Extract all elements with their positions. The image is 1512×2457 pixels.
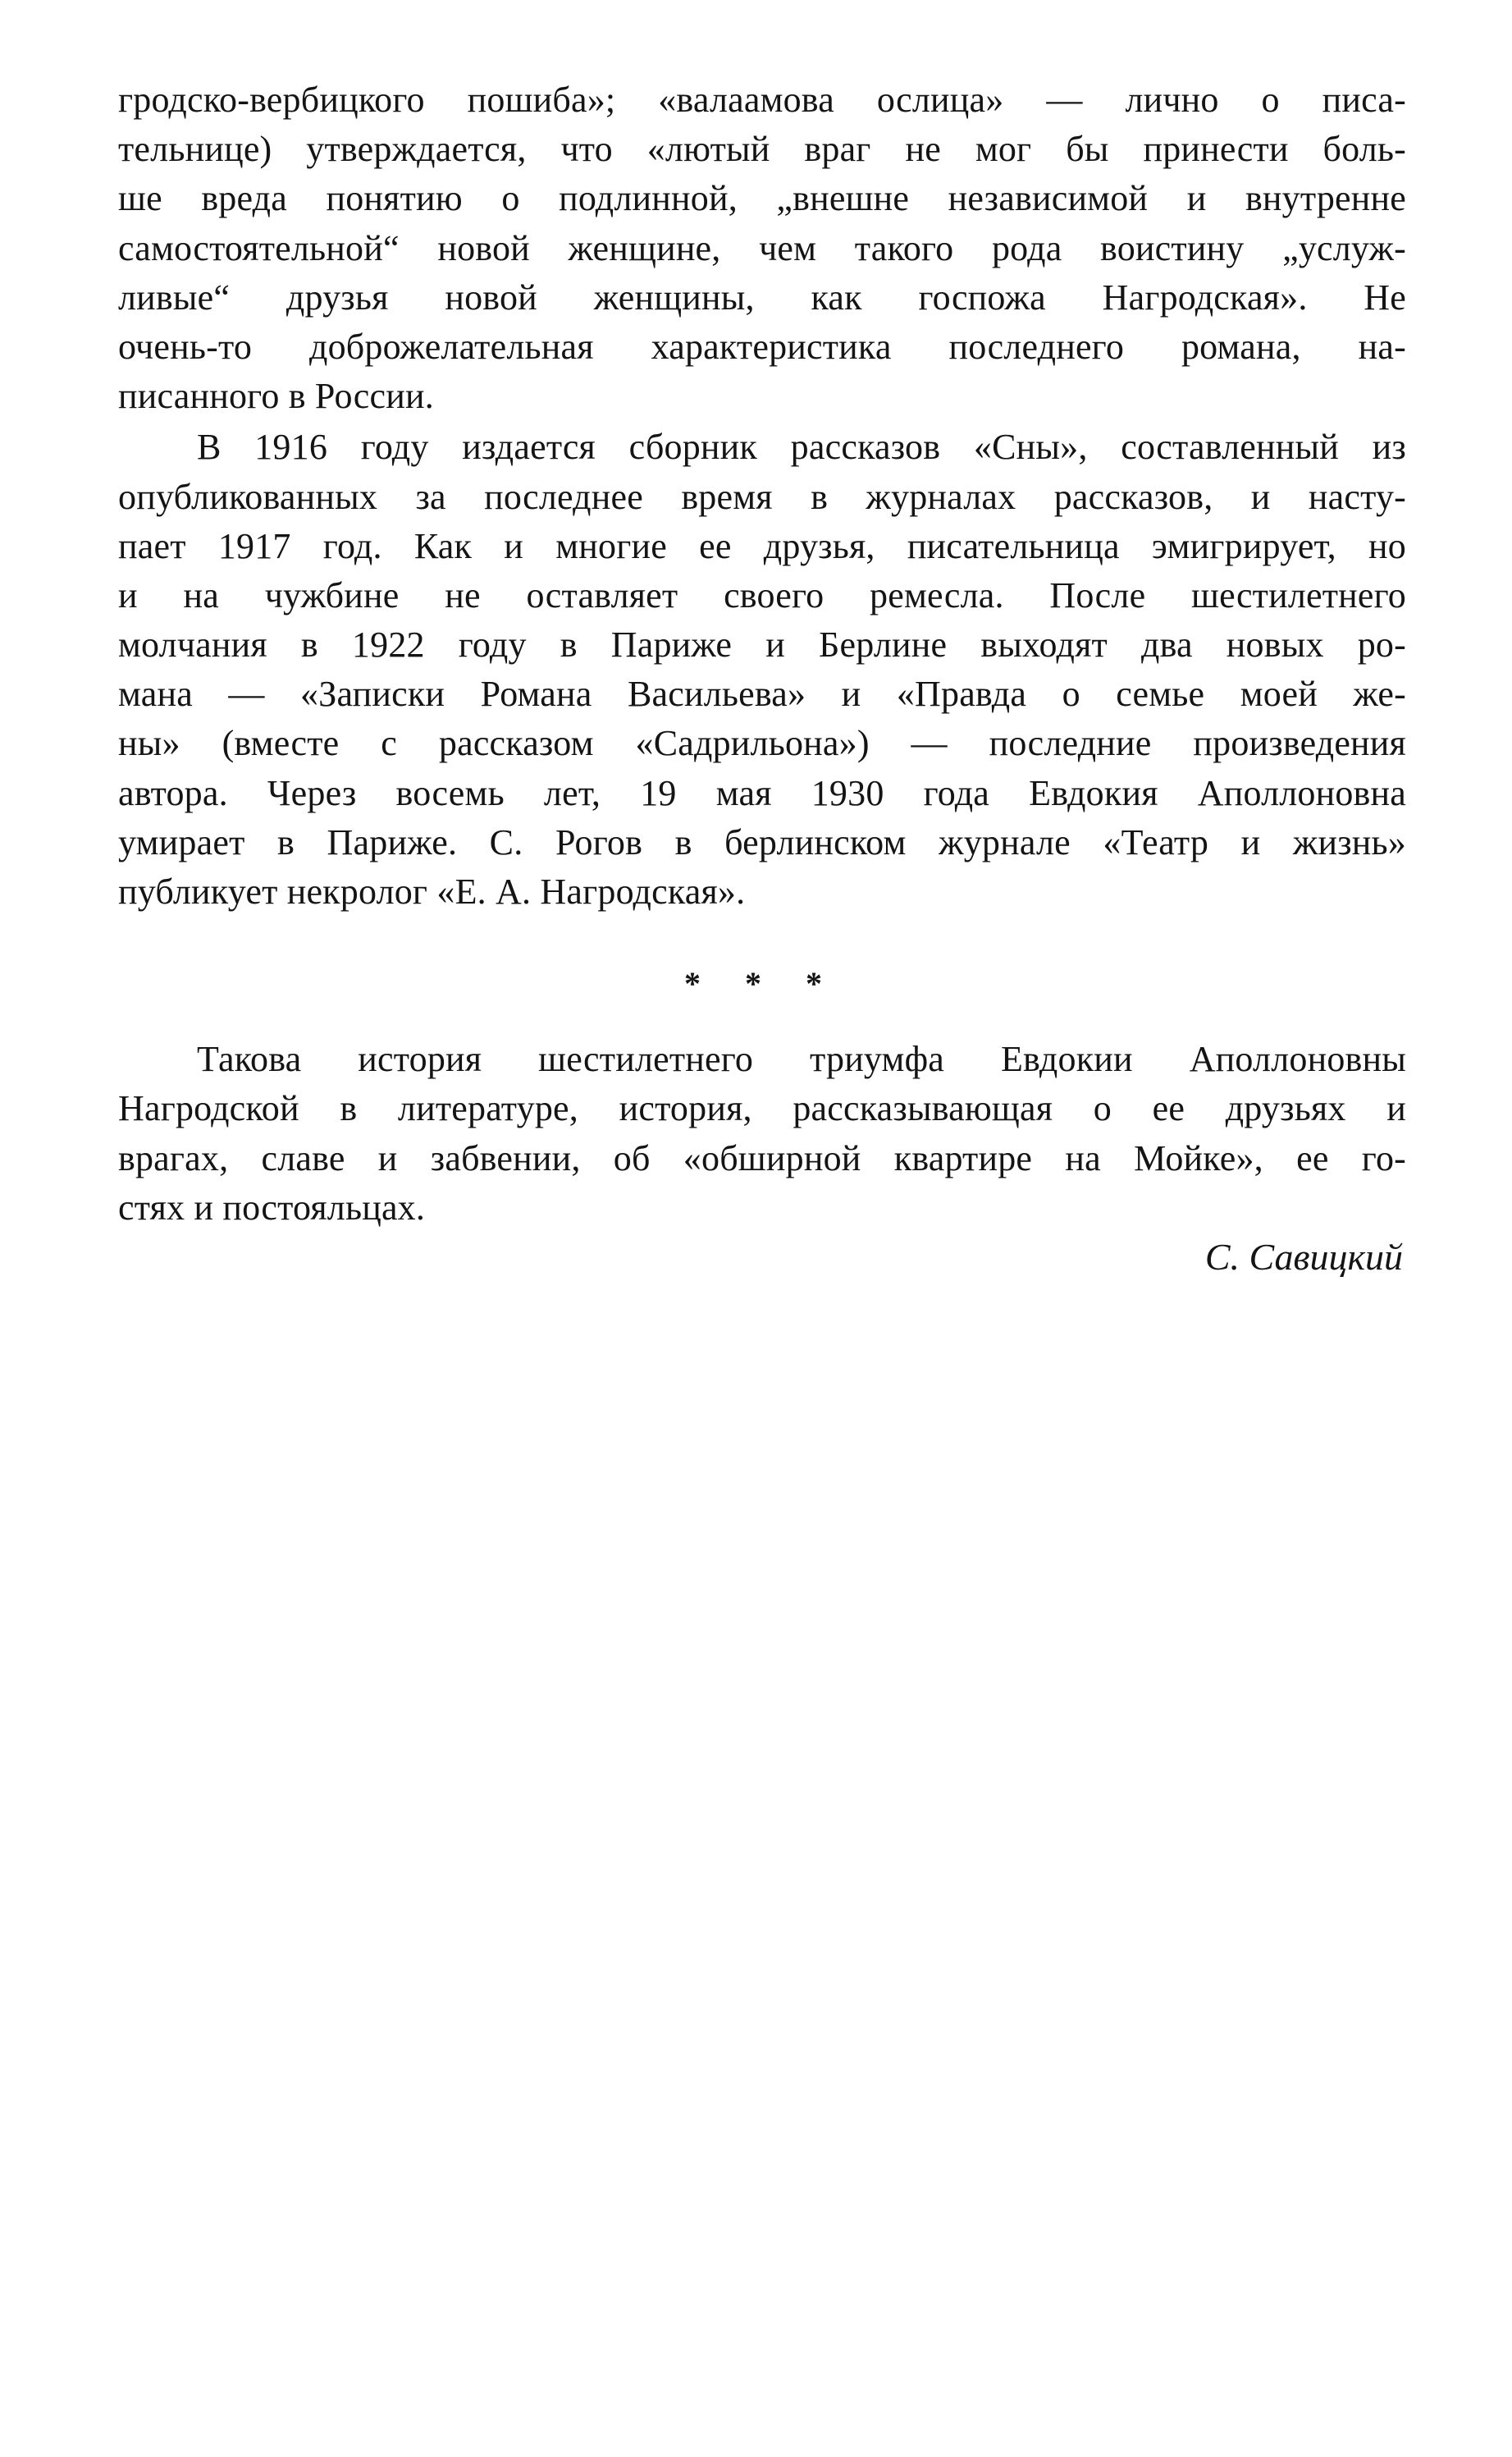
- document-page: [118, 75, 1406, 1282]
- section-separator: * * *: [684, 965, 840, 1003]
- text-line: врагах, славе и забвении, об «обширной квартире на Мойке», ее го-: [118, 1137, 1406, 1178]
- text-line: самостоятельной“ новой женщине, чем такого рода воистину „услуж-: [118, 227, 1406, 268]
- text-line: стях и постояльцах.: [118, 1187, 426, 1228]
- text-line: тельнице) утверждается, что «лютый враг не мог бы принести боль-: [118, 129, 1406, 170]
- closing-paragraph: [118, 1035, 1406, 1233]
- text-line: автора. Через восемь лет, 19 мая 1930 года Евдокия Аполлоновна: [118, 772, 1406, 813]
- text-line: и на чужбине не оставляет своего ремесла. После шестилетнего: [118, 574, 1406, 615]
- author-signature: С. Савицкий: [1204, 1235, 1403, 1278]
- text-line: мана — «Записки Романа Васильева» и «Правда о семье моей же-: [118, 674, 1406, 715]
- text-line: умирает в Париже. С. Рогов в берлинском журнале «Театр и жизнь»: [118, 821, 1406, 862]
- text-line: гродско-вербицкого пошиба»; «валаамова ослица» — лично о писа-: [118, 80, 1406, 120]
- text-line: опубликованных за последнее время в журналах рассказов, и насту-: [118, 476, 1406, 517]
- text-line: Нагродской в литературе, история, рассказывающая о ее друзьях и: [118, 1088, 1406, 1129]
- text-line: молчания в 1922 году в Париже и Берлине выходят два новых ро-: [118, 625, 1406, 666]
- text-line: Такова история шестилетнего триумфа Евдокии Аполлоновны: [197, 1039, 1406, 1080]
- text-line: В 1916 году издается сборник рассказов «Сны», составленный из: [197, 427, 1406, 468]
- paragraph-1: [118, 75, 1406, 421]
- text-line: ше вреда понятию о подлинной, „внешне независимой и внутренне: [118, 178, 1406, 219]
- text-line: очень-то доброжелательная характеристика последнего романа, на-: [118, 326, 1406, 367]
- text-line: писанного в России.: [118, 376, 434, 417]
- text-line: публикует некролог «Е. А. Нагродская».: [118, 872, 746, 912]
- text-line: пает 1917 год. Как и многие ее друзья, писательница эмигрирует, но: [118, 525, 1406, 566]
- text-line: ны» (вместе с рассказом «Садрильона») — последние произведения: [118, 723, 1406, 764]
- paragraph-2: [118, 423, 1406, 917]
- text-line: ливые“ друзья новой женщины, как госпожа Нагродская». Не: [118, 277, 1406, 318]
